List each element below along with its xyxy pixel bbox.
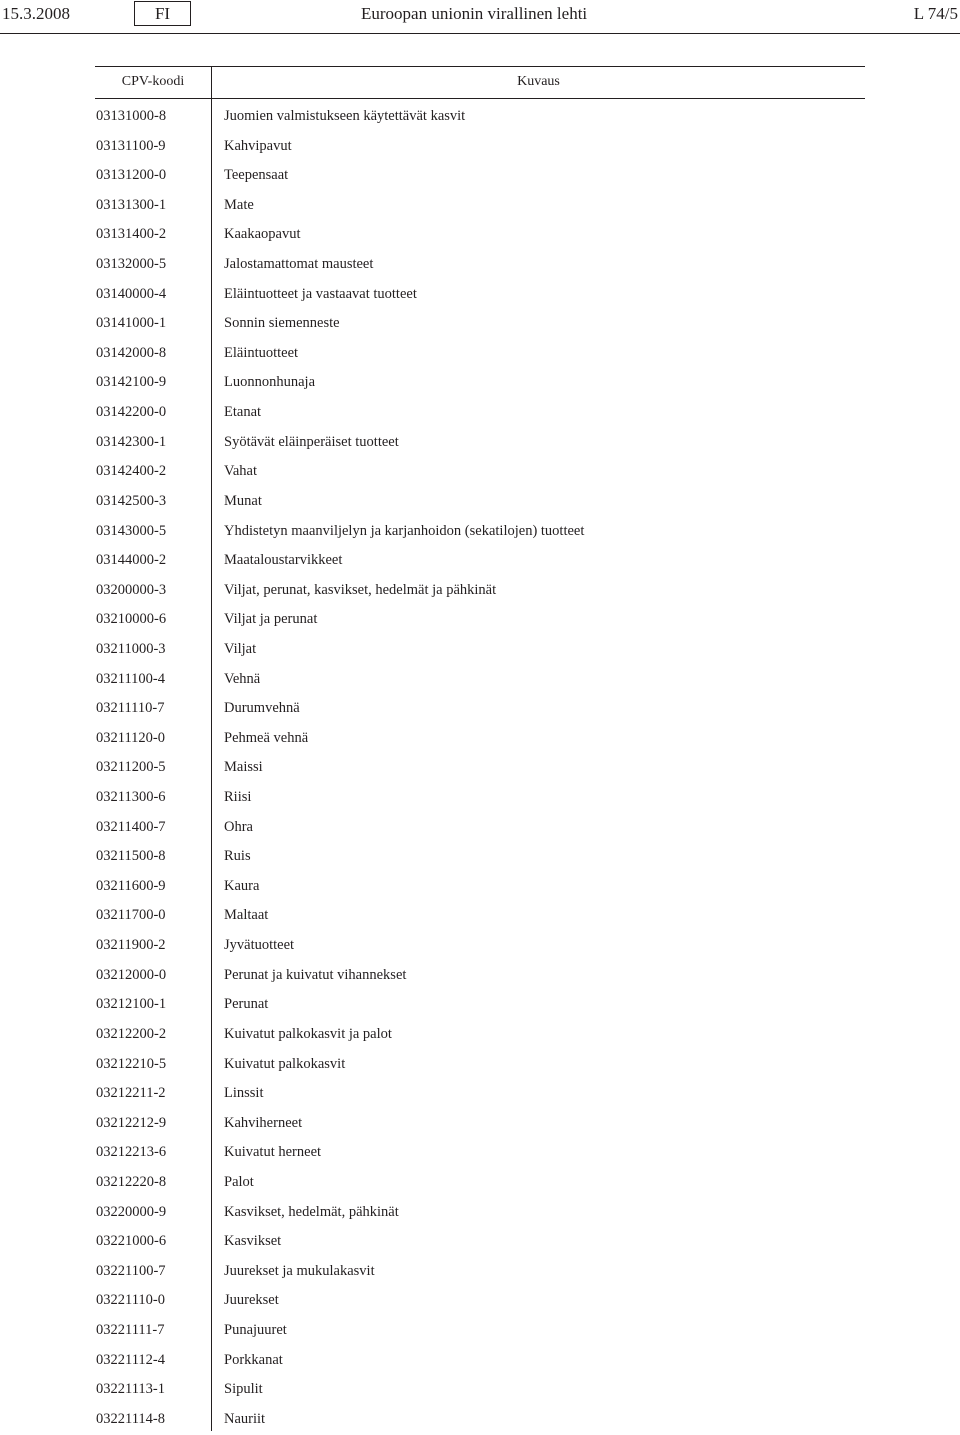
table-row [0,577,960,607]
cpv-description: Luonnonhunaja [224,374,316,391]
table-row [0,429,960,459]
cpv-description: Vahat [224,463,258,480]
cpv-description: Munat [224,492,262,509]
table-row [0,873,960,903]
cpv-code: 03211500-8 [96,848,166,865]
cpv-description: Kasvikset [224,1233,282,1250]
cpv-code: 03211700-0 [96,907,166,924]
cpv-description: Viljat [224,640,257,657]
cpv-code: 03221000-6 [96,1233,167,1250]
cpv-description: Jyvätuotteet [224,937,295,954]
cpv-description: Kaakaopavut [224,226,301,243]
table-row [0,725,960,755]
table-row [0,1169,960,1199]
cpv-description: Juurekset ja mukulakasvit [224,1262,375,1279]
cpv-code: 03131300-1 [96,196,167,213]
cpv-code: 03143000-5 [96,522,167,539]
cpv-code: 03221113-1 [96,1381,166,1398]
cpv-code: 03210000-6 [96,611,167,628]
cpv-description: Jalostamattomat mausteet [224,256,374,273]
table-row [0,754,960,784]
table-row [0,1080,960,1110]
cpv-code: 03221111-7 [96,1321,165,1338]
cpv-description: Eläintuotteet [224,344,299,361]
cpv-code: 03221114-8 [96,1410,166,1427]
cpv-description: Pehmeä vehnä [224,729,309,746]
cpv-description: Yhdistetyn maanviljelyn ja karjanhoidon (sekatilojen) tuotteet [224,522,585,539]
table-row [0,1051,960,1081]
cpv-code: 03211900-2 [96,937,166,954]
cpv-code: 03140000-4 [96,285,167,302]
table-row [0,547,960,577]
table-row [0,133,960,163]
cpv-code: 03221100-7 [96,1262,166,1279]
table-row [0,1110,960,1140]
column-header-code: CPV-koodi [121,74,185,89]
cpv-code: 03220000-9 [96,1203,167,1220]
table-row [0,902,960,932]
cpv-description: Maissi [224,759,263,776]
table-row [0,1199,960,1229]
table-row [0,1139,960,1169]
cpv-code: 03221110-0 [96,1292,166,1309]
table-row [0,1258,960,1288]
page-reference: L 74/5 [913,4,958,23]
table-row [0,1347,960,1377]
cpv-code: 03211300-6 [96,789,166,806]
table-row [0,399,960,429]
cpv-description: Ohra [224,818,253,835]
cpv-description: Punajuuret [224,1321,287,1338]
table-row [0,281,960,311]
table-row [0,1228,960,1258]
cpv-code: 03131100-9 [96,137,166,154]
table-row [0,636,960,666]
cpv-description: Kasvikset, hedelmät, pähkinät [224,1203,399,1220]
table-row [0,666,960,696]
table-row [0,962,960,992]
cpv-description: Vehnä [224,670,261,687]
cpv-code: 03142300-1 [96,433,167,450]
table-row [0,932,960,962]
cpv-code: 03211100-4 [96,670,166,687]
cpv-code: 03212000-0 [96,966,167,983]
cpv-description: Maataloustarvikkeet [224,552,343,569]
cpv-description: Kaura [224,877,260,894]
cpv-description: Eläintuotteet ja vastaavat tuotteet [224,285,417,302]
language-badge: FI [134,1,191,26]
cpv-code: 03212213-6 [96,1144,167,1161]
cpv-description: Viljat ja perunat [224,611,318,628]
cpv-description: Kuivatut palkokasvit [224,1055,346,1072]
cpv-table-body [0,103,960,1435]
cpv-description: Kahvipavut [224,137,292,154]
cpv-code: 03212212-9 [96,1114,167,1131]
table-row [0,192,960,222]
header-divider [0,33,960,34]
table-row [0,518,960,548]
cpv-description: Durumvehnä [224,700,300,717]
cpv-description: Mate [224,196,254,213]
cpv-code: 03132000-5 [96,256,167,273]
page-header [0,0,960,32]
cpv-code: 03142500-3 [96,492,167,509]
table-row [0,784,960,814]
cpv-description: Kahviherneet [224,1114,303,1131]
column-header-description: Kuvaus [517,74,560,89]
cpv-description: Ruis [224,848,251,865]
cpv-description: Kuivatut herneet [224,1144,322,1161]
table-row [0,843,960,873]
table-row [0,1287,960,1317]
cpv-description: Porkkanat [224,1351,283,1368]
cpv-code: 03141000-1 [96,315,167,332]
table-row [0,103,960,133]
table-row [0,488,960,518]
cpv-description: Sonnin siemenneste [224,315,340,332]
cpv-description: Maltaat [224,907,269,924]
cpv-code: 03212200-2 [96,1025,167,1042]
cpv-description: Syötävät eläinperäiset tuotteet [224,433,399,450]
table-row [0,695,960,725]
table-row [0,458,960,488]
cpv-code: 03131200-0 [96,167,167,184]
cpv-description: Juomien valmistukseen käytettävät kasvit [224,108,466,124]
cpv-description: Perunat [224,996,269,1013]
cpv-description: Riisi [224,789,252,806]
cpv-code: 03131000-8 [96,108,167,124]
cpv-code: 03211120-0 [96,729,166,746]
cpv-code: 03142000-8 [96,344,167,361]
cpv-code: 03144000-2 [96,552,167,569]
cpv-description: Viljat, perunat, kasvikset, hedelmät ja pähkinät [224,581,497,598]
cpv-code: 03212210-5 [96,1055,167,1072]
table-row [0,369,960,399]
table-row [0,606,960,636]
cpv-code: 03221112-4 [96,1351,166,1368]
table-row [0,1376,960,1406]
cpv-code: 03211000-3 [96,640,166,657]
cpv-code: 03212211-2 [96,1085,166,1102]
cpv-code: 03212100-1 [96,996,167,1013]
cpv-code: 03211400-7 [96,818,166,835]
cpv-code: 03200000-3 [96,581,167,598]
cpv-description: Kuivatut palkokasvit ja palot [224,1025,392,1042]
cpv-code: 03142100-9 [96,374,167,391]
cpv-code: 03131400-2 [96,226,167,243]
table-row [0,251,960,281]
cpv-code: 03142400-2 [96,463,167,480]
cpv-description: Juurekset [224,1292,279,1309]
cpv-description: Palot [224,1173,254,1190]
cpv-code: 03211110-7 [96,700,165,717]
cpv-code: 03211600-9 [96,877,166,894]
table-row [0,340,960,370]
cpv-code: 03211200-5 [96,759,166,776]
cpv-description: Perunat ja kuivatut vihannekset [224,966,407,983]
journal-title: Euroopan unionin virallinen lehti [361,4,588,23]
table-row [0,221,960,251]
table-row [0,814,960,844]
cpv-description: Nauriit [224,1410,266,1427]
table-row [0,310,960,340]
table-row [0,1317,960,1347]
cpv-description: Sipulit [224,1381,263,1398]
table-row [0,1021,960,1051]
table-row [0,162,960,192]
publication-date: 15.3.2008 [2,4,70,23]
cpv-description: Linssit [224,1085,264,1102]
table-row [0,991,960,1021]
cpv-code: 03212220-8 [96,1173,167,1190]
cpv-code: 03142200-0 [96,404,167,421]
cpv-description: Teepensaat [224,167,289,184]
cpv-description: Etanat [224,404,262,421]
